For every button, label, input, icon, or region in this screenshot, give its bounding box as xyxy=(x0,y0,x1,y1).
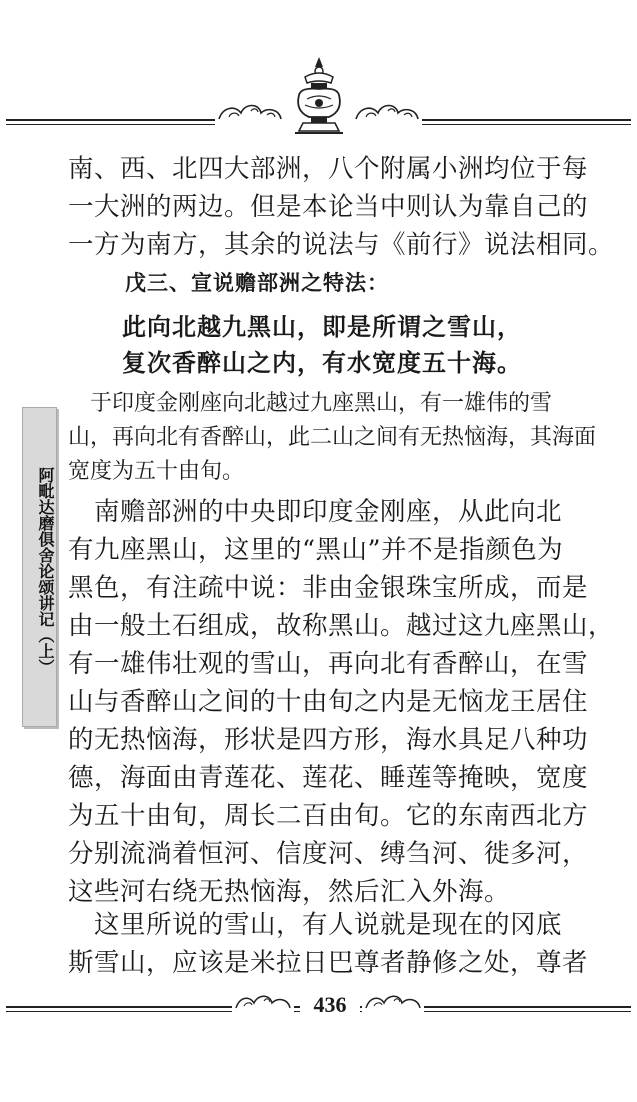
paragraph-3 xyxy=(68,906,598,982)
text-line: 分别流淌着恒河、信度河、缚刍河、徙多河， xyxy=(68,839,589,869)
text-line: 德，海面由青莲花、莲花、睡莲等掩映，宽度 xyxy=(68,763,589,793)
verse-line: 复次香醉山之内，有水宽度五十海。 xyxy=(122,349,522,377)
page-header xyxy=(0,55,637,145)
page-footer xyxy=(0,980,637,1030)
page-number: 436 xyxy=(300,992,360,1018)
text-line: 斯雪山，应该是米拉日巴尊者静修之处，尊者 xyxy=(68,948,589,978)
text-line: 由一般土石组成，故称黑山。越过这九座黑山， xyxy=(68,611,615,641)
text-line: 这里所说的雪山，有人说就是现在的冈底 xyxy=(68,910,563,940)
cloud-ornament-right-icon xyxy=(362,990,424,1014)
text-line: 一大洲的两边。但是本论当中则认为靠自己的 xyxy=(68,192,589,222)
text-line: 有九座黑山，这里的“黑山”并不是指颜色为 xyxy=(68,535,564,565)
section-heading: 戊三、宣说赡部洲之特法： xyxy=(125,271,389,295)
text-line: 黑色，有注疏中说：非由金银珠宝所成，而是 xyxy=(68,573,589,603)
text-line: 为五十由旬，周长二百由旬。它的东南西北方 xyxy=(68,801,589,831)
treasure-vase-ornament-icon xyxy=(283,55,355,137)
text-line: 宽度为五十由旬。 xyxy=(68,459,245,484)
text-line: 有一雄伟壮观的雪山，再向北有香醉山，在雪 xyxy=(68,649,589,679)
book-title-side-tab xyxy=(22,407,57,727)
paragraph-2 xyxy=(68,493,615,911)
text-line: 山与香醉山之间的十由旬之内是无恼龙王居住 xyxy=(68,687,589,717)
text-line: 南赡部洲的中央即印度金刚座，从此向北 xyxy=(68,497,563,527)
text-line: 这些河右绕无热恼海，然后汇入外海。 xyxy=(68,877,511,907)
cloud-ornament-left-icon xyxy=(232,990,294,1014)
paragraph-1 xyxy=(68,150,615,264)
text-line: 山，再向北有香醉山，此二山之间有无热恼海，其海面 xyxy=(68,425,597,450)
verse-gloss xyxy=(68,387,598,489)
side-tab-title: 阿毗达磨俱舍论颂讲记（上） xyxy=(36,467,55,675)
text-line: 南、西、北四大部洲，八个附属小洲均位于每 xyxy=(68,154,589,184)
cloud-ornament-left-icon xyxy=(215,99,285,125)
text-line: 于印度金刚座向北越过九座黑山，有一雄伟的雪 xyxy=(68,391,553,416)
verse-line: 此向北越九黑山，即是所谓之雪山， xyxy=(122,313,522,341)
cloud-ornament-right-icon xyxy=(352,99,422,125)
text-line: 的无热恼海，形状是四方形，海水具足八种功 xyxy=(68,725,589,755)
text-line: 一方为南方，其余的说法与《前行》说法相同。 xyxy=(68,230,615,260)
root-verse xyxy=(122,309,522,381)
